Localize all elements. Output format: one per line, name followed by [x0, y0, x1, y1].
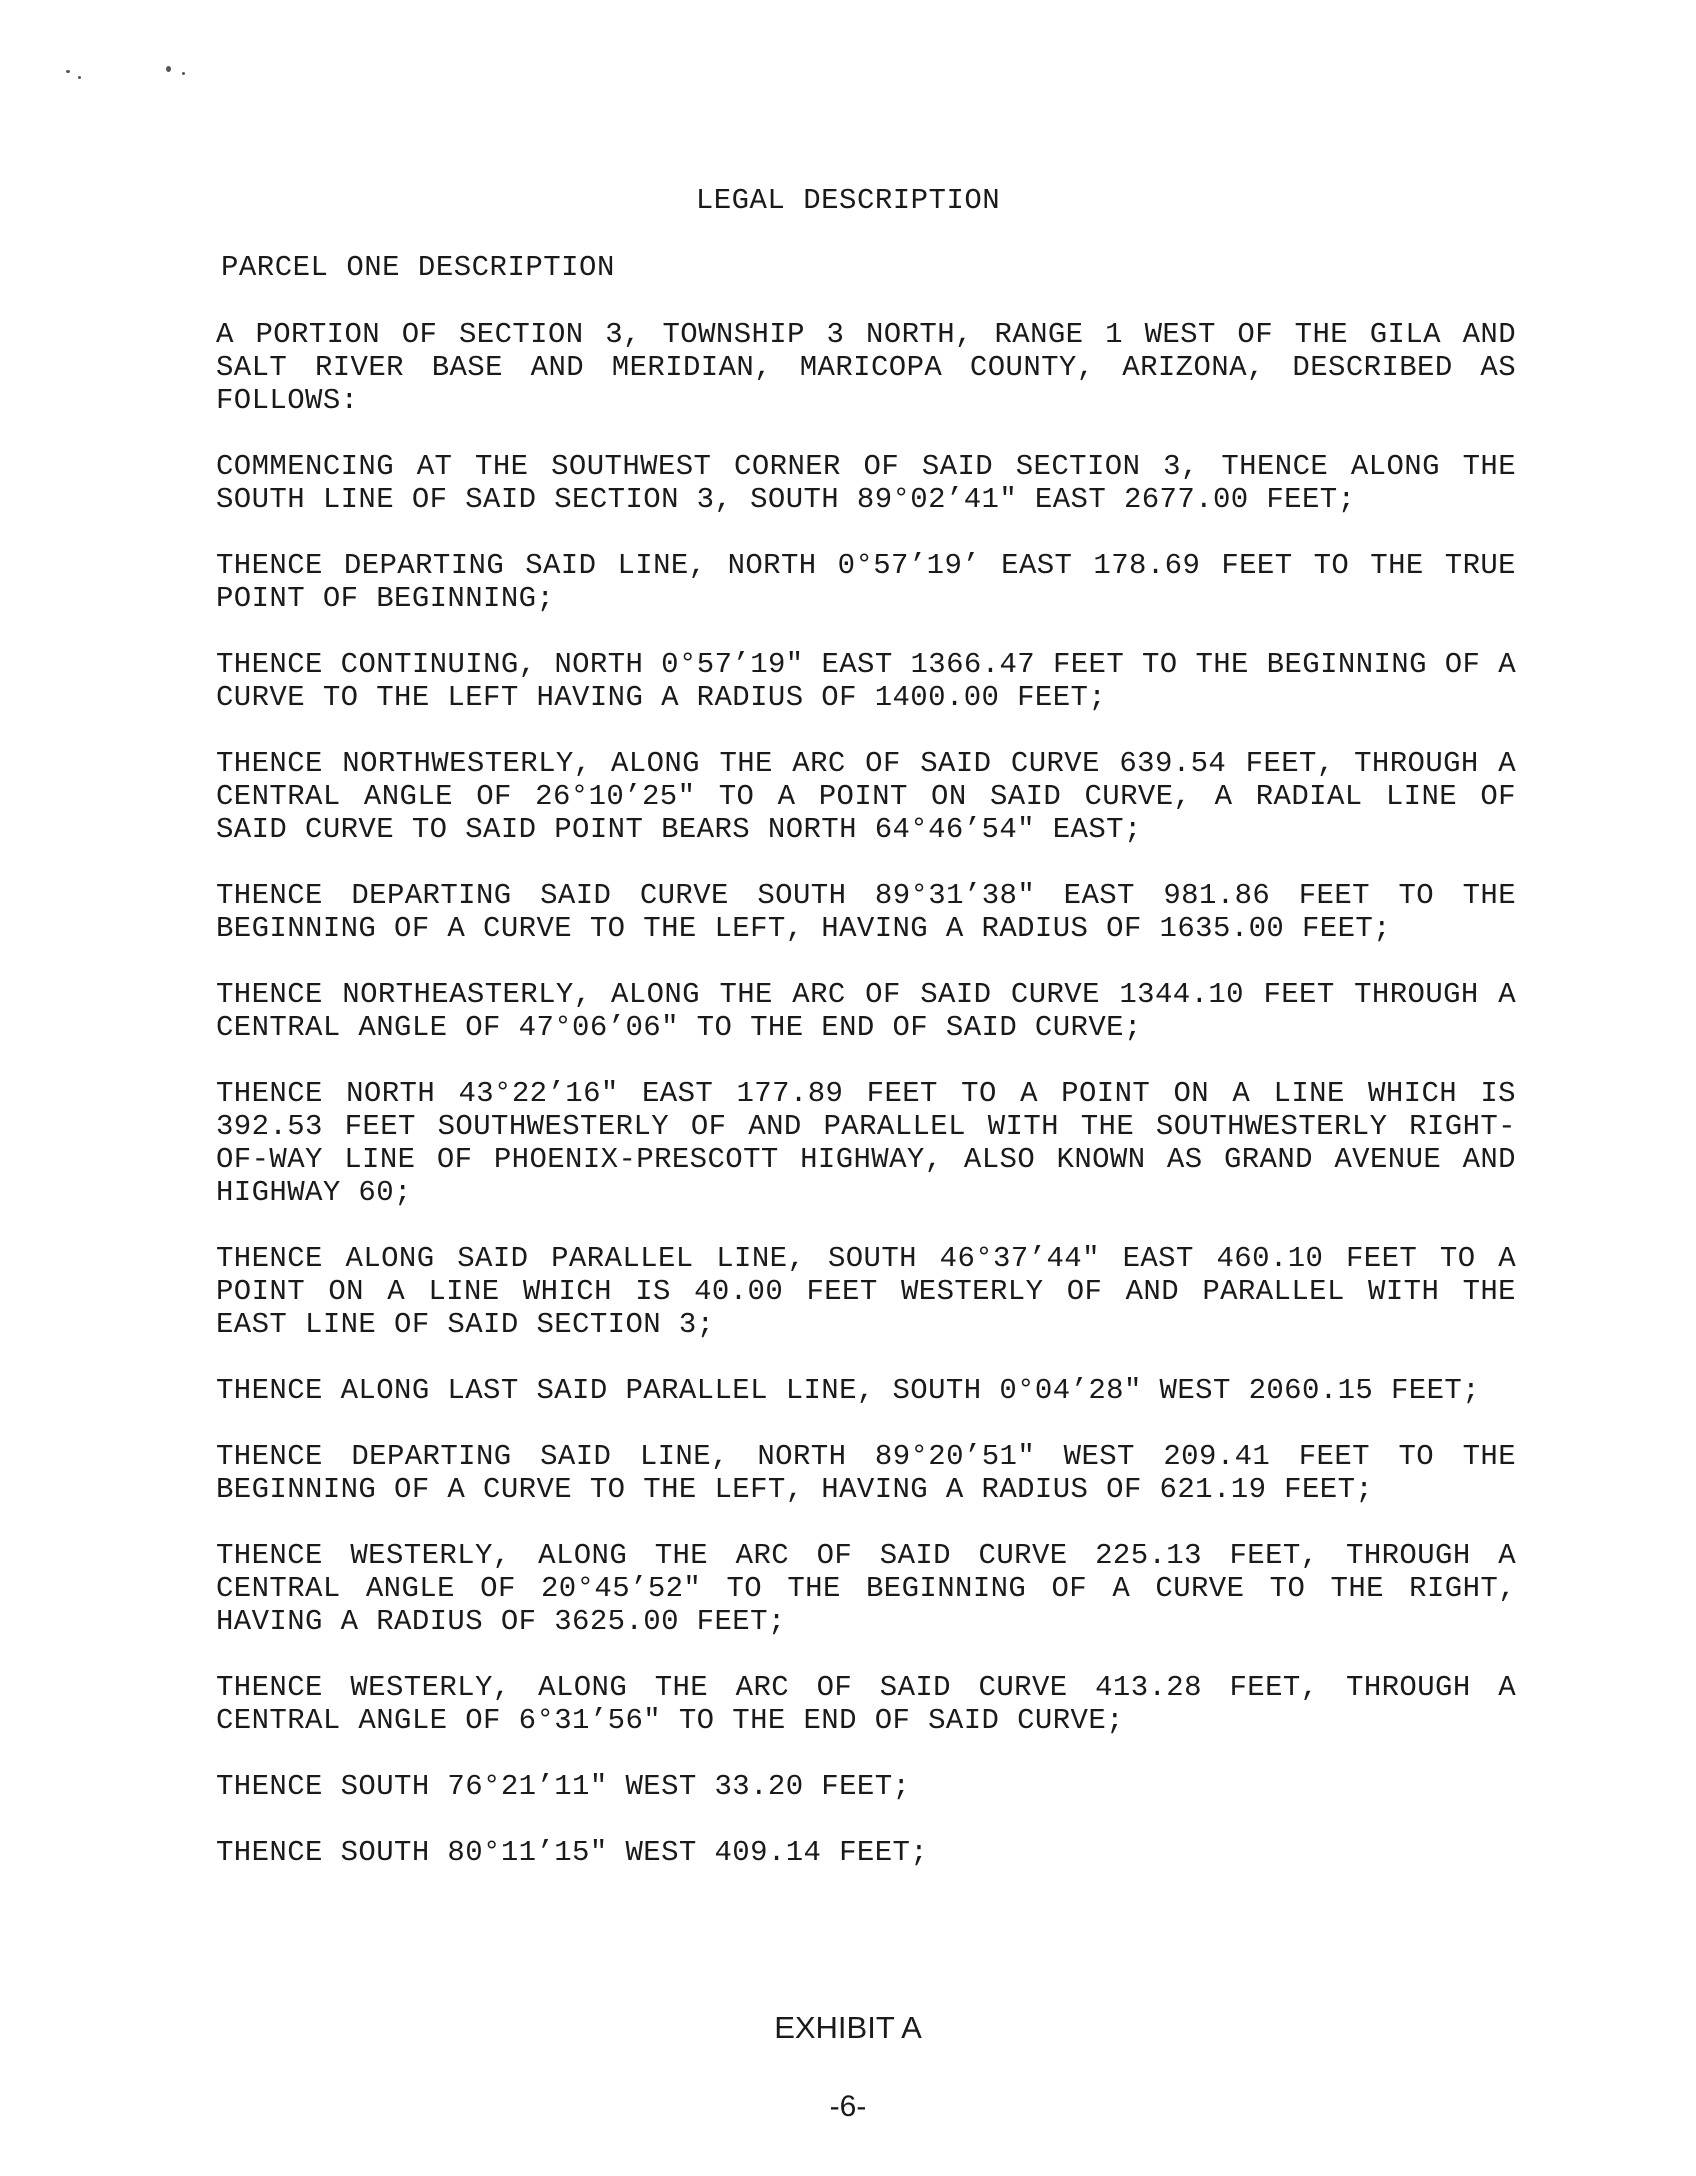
description-paragraph: THENCE WESTERLY, ALONG THE ARC OF SAID CURVE 413.28 FEET, THROUGH A CENTRAL ANGLE OF 6°31’56" TO THE END OF SAID CURVE;: [216, 1671, 1516, 1737]
description-paragraph: THENCE SOUTH 80°11’15" WEST 409.14 FEET;: [216, 1836, 929, 1869]
description-paragraph: COMMENCING AT THE SOUTHWEST CORNER OF SAID SECTION 3, THENCE ALONG THE SOUTH LINE OF SAID SECTION 3, SOUTH 89°02’41" EAST 2677.00 FEET;: [216, 450, 1516, 516]
document-title: LEGAL DESCRIPTION: [695, 184, 1001, 217]
description-paragraph: THENCE NORTHWESTERLY, ALONG THE ARC OF SAID CURVE 639.54 FEET, THROUGH A CENTRAL ANGLE OF 26°10’25" TO A POINT ON SAID CURVE, A RADIAL LINE OF SAID CURVE TO SAID POINT BEARS NORTH 64°46’54" EAST;: [216, 747, 1516, 846]
scan-speck: [166, 66, 171, 72]
description-paragraph: THENCE DEPARTING SAID CURVE SOUTH 89°31’38" EAST 981.86 FEET TO THE BEGINNING OF A CURVE TO THE LEFT, HAVING A RADIUS OF 1635.00 FEET;: [216, 879, 1516, 945]
description-paragraph: THENCE NORTHEASTERLY, ALONG THE ARC OF SAID CURVE 1344.10 FEET THROUGH A CENTRAL ANGLE OF 47°06’06" TO THE END OF SAID CURVE;: [216, 978, 1516, 1044]
legal-description-body: [216, 318, 1516, 1902]
section-title: PARCEL ONE DESCRIPTION: [221, 251, 615, 284]
page-number: -6-: [829, 2090, 867, 2123]
description-paragraph: THENCE NORTH 43°22’16" EAST 177.89 FEET TO A POINT ON A LINE WHICH IS 392.53 FEET SOUTHWESTERLY OF AND PARALLEL WITH THE SOUTHWESTERLY RIGHT-OF-WAY LINE OF PHOENIX-PRESCOTT HIGHWAY, ALSO KNOWN AS GRAND AVENUE AND HIGHWAY 60;: [216, 1077, 1516, 1209]
scan-speck: [66, 70, 70, 73]
description-paragraph: A PORTION OF SECTION 3, TOWNSHIP 3 NORTH, RANGE 1 WEST OF THE GILA AND SALT RIVER BASE AND MERIDIAN, MARICOPA COUNTY, ARIZONA, DESCRIBED AS FOLLOWS:: [216, 318, 1516, 417]
description-paragraph: THENCE WESTERLY, ALONG THE ARC OF SAID CURVE 225.13 FEET, THROUGH A CENTRAL ANGLE OF 20°45’52" TO THE BEGINNING OF A CURVE TO THE RIGHT, HAVING A RADIUS OF 3625.00 FEET;: [216, 1539, 1516, 1638]
description-paragraph: THENCE ALONG SAID PARALLEL LINE, SOUTH 46°37’44" EAST 460.10 FEET TO A POINT ON A LINE WHICH IS 40.00 FEET WESTERLY OF AND PARALLEL WITH THE EAST LINE OF SAID SECTION 3;: [216, 1242, 1516, 1341]
exhibit-label: EXHIBIT A: [774, 2010, 922, 2045]
scan-speck: [182, 72, 185, 75]
description-paragraph: THENCE DEPARTING SAID LINE, NORTH 0°57’19’ EAST 178.69 FEET TO THE TRUE POINT OF BEGINNING;: [216, 549, 1516, 615]
description-paragraph: THENCE CONTINUING, NORTH 0°57’19" EAST 1366.47 FEET TO THE BEGINNING OF A CURVE TO THE LEFT HAVING A RADIUS OF 1400.00 FEET;: [216, 648, 1516, 714]
scan-speck: [78, 76, 81, 79]
description-paragraph: THENCE ALONG LAST SAID PARALLEL LINE, SOUTH 0°04’28" WEST 2060.15 FEET;: [216, 1374, 1481, 1407]
description-paragraph: THENCE DEPARTING SAID LINE, NORTH 89°20’51" WEST 209.41 FEET TO THE BEGINNING OF A CURVE TO THE LEFT, HAVING A RADIUS OF 621.19 FEET;: [216, 1440, 1516, 1506]
description-paragraph: THENCE SOUTH 76°21’11" WEST 33.20 FEET;: [216, 1770, 911, 1803]
